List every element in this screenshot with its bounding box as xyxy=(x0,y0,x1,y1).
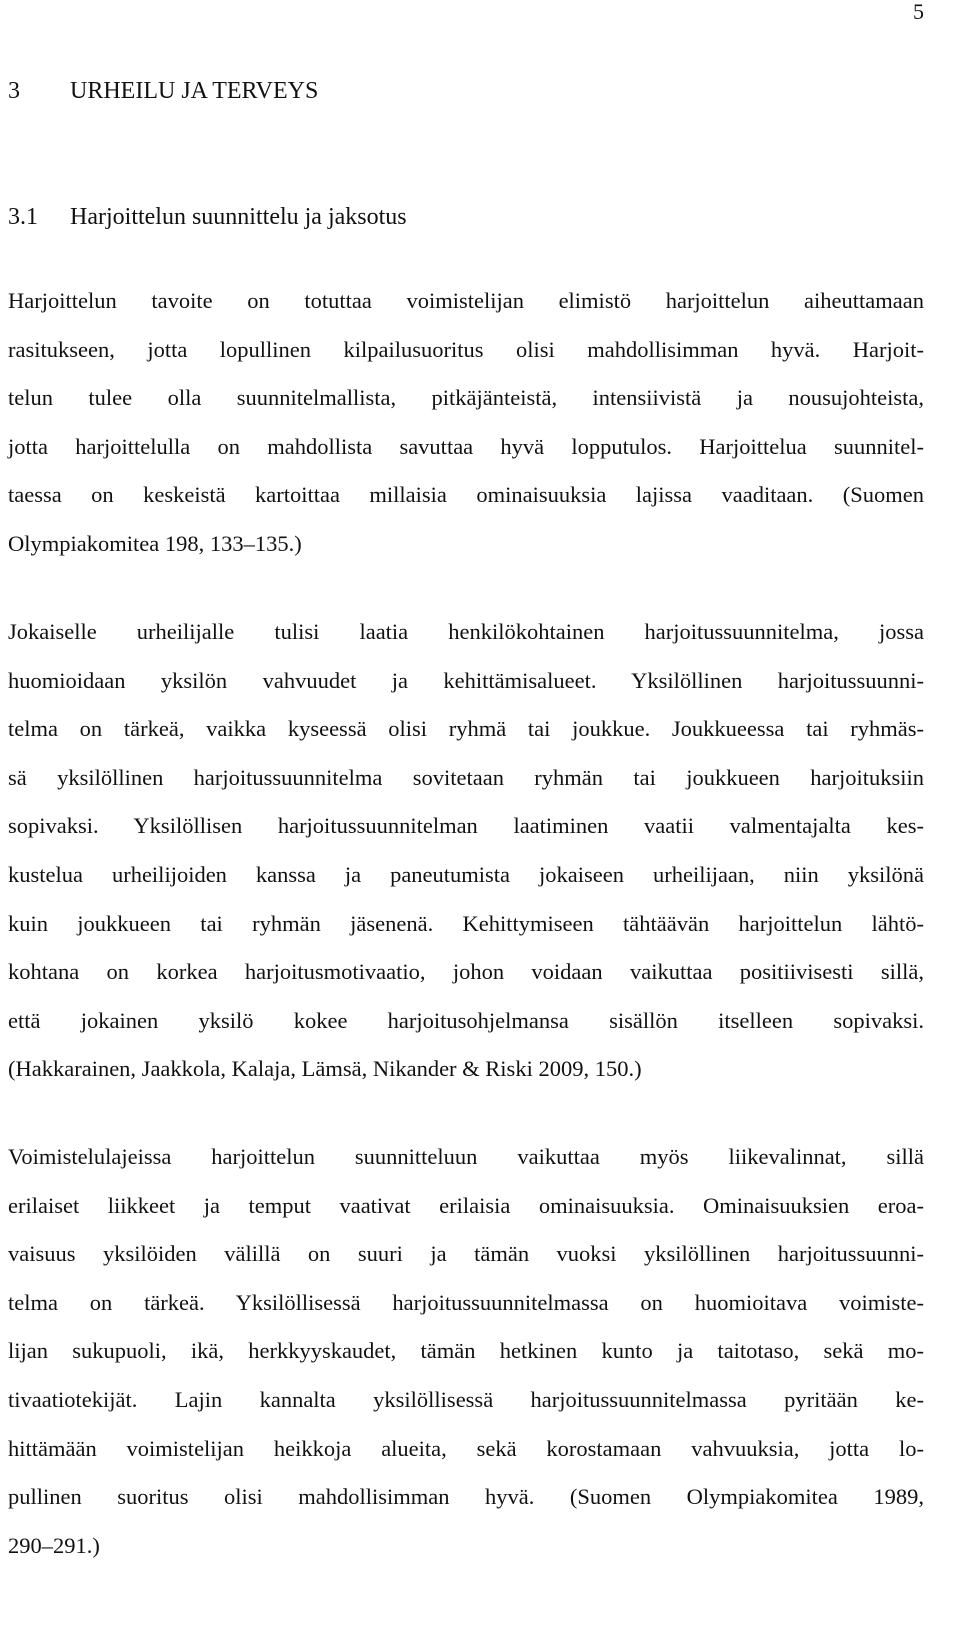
text-line: telma on tärkeä, vaikka kyseessä olisi ryhmä tai joukkue. Joukkueessa tai ryhmäs- xyxy=(8,716,924,742)
paragraph-personal-plan xyxy=(8,608,924,1094)
text-line: tivaatiotekijät. Lajin kannalta yksilöllisessä harjoitussuunnitelmassa pyritään ke- xyxy=(8,1386,924,1412)
text-line: Jokaiselle urheilijalle tulisi laatia henkilökohtainen harjoitussuunnitelma, jossa xyxy=(8,619,924,644)
text-line: pullinen suoritus olisi mahdollisimman hyvä. (Suomen Olympiakomitea 1989, xyxy=(8,1484,924,1510)
text-line: Olympiakomitea 198, 133–135.) xyxy=(8,530,302,556)
text-line: 290–291.) xyxy=(8,1532,100,1558)
text-line: sä yksilöllinen harjoitussuunnitelma sovitetaan ryhmän tai joukkueen harjoituksiin xyxy=(8,764,924,790)
text-line: (Hakkarainen, Jaakkola, Kalaja, Lämsä, Nikander & Riski 2009, 150.) xyxy=(8,1056,642,1082)
text-line: jotta harjoittelulla on mahdollista savuttaa hyvä lopputulos. Harjoittelua suunnitel- xyxy=(8,433,924,459)
text-line: että jokainen yksilö kokee harjoitusohjelmansa sisällön itselleen sopivaksi. xyxy=(8,1007,924,1033)
text-line: telun tulee olla suunnitelmallista, pitkäjänteistä, intensiivistä ja nousujohteista, xyxy=(8,385,924,411)
chapter-heading xyxy=(8,74,318,108)
text-line: telma on tärkeä. Yksilöllisessä harjoitussuunnitelmassa on huomioitava voimiste- xyxy=(8,1289,924,1315)
text-line: rasitukseen, jotta lopullinen kilpailusuoritus olisi mahdollisimman hyvä. Harjoit- xyxy=(8,336,924,362)
text-line: taessa on keskeistä kartoittaa millaisia ominaisuuksia lajissa vaaditaan. (Suomen xyxy=(8,482,924,508)
paragraph-gymnastics-planning xyxy=(8,1133,924,1570)
text-line: kuin joukkueen tai ryhmän jäsenenä. Kehittymiseen tähtäävän harjoittelun lähtö- xyxy=(8,910,924,936)
section-title: Harjoittelun suunnittelu ja jaksotus xyxy=(70,204,407,230)
text-line: hittämään voimistelijan heikkoja alueita, sekä korostamaan vahvuuksia, jotta lo- xyxy=(8,1435,924,1461)
text-line: vaisuus yksilöiden välillä on suuri ja tämän vuoksi yksilöllinen harjoitussuunni- xyxy=(8,1241,924,1267)
text-line: Voimistelulajeissa harjoittelun suunnitteluun vaikuttaa myös liikevalinnat, sillä xyxy=(8,1144,924,1169)
text-line: huomioidaan yksilön vahvuudet ja kehittämisalueet. Yksilöllinen harjoitussuunni- xyxy=(8,667,924,693)
text-line: Harjoittelun tavoite on totuttaa voimistelijan elimistö harjoittelun aiheuttamaan xyxy=(8,288,924,313)
paragraph-training-goal xyxy=(8,277,924,569)
chapter-title: URHEILU JA TERVEYS xyxy=(70,78,319,104)
page-number: 5 xyxy=(913,0,924,24)
section-number: 3.1 xyxy=(8,204,38,230)
text-line: kustelua urheilijoiden kanssa ja paneutumista jokaiseen urheilijaan, niin yksilönä xyxy=(8,861,924,887)
text-line: erilaiset liikkeet ja temput vaativat erilaisia ominaisuuksia. Ominaisuuksien eroa- xyxy=(8,1192,924,1218)
section-heading xyxy=(8,200,407,234)
chapter-number: 3 xyxy=(8,78,20,104)
text-line: lijan sukupuoli, ikä, herkkyyskaudet, tämän hetkinen kunto ja taitotaso, sekä mo- xyxy=(8,1338,924,1364)
text-line: kohtana on korkea harjoitusmotivaatio, johon voidaan vaikuttaa positiivisesti sillä, xyxy=(8,959,924,985)
text-line: sopivaksi. Yksilöllisen harjoitussuunnitelman laatiminen vaatii valmentajalta kes- xyxy=(8,813,924,839)
